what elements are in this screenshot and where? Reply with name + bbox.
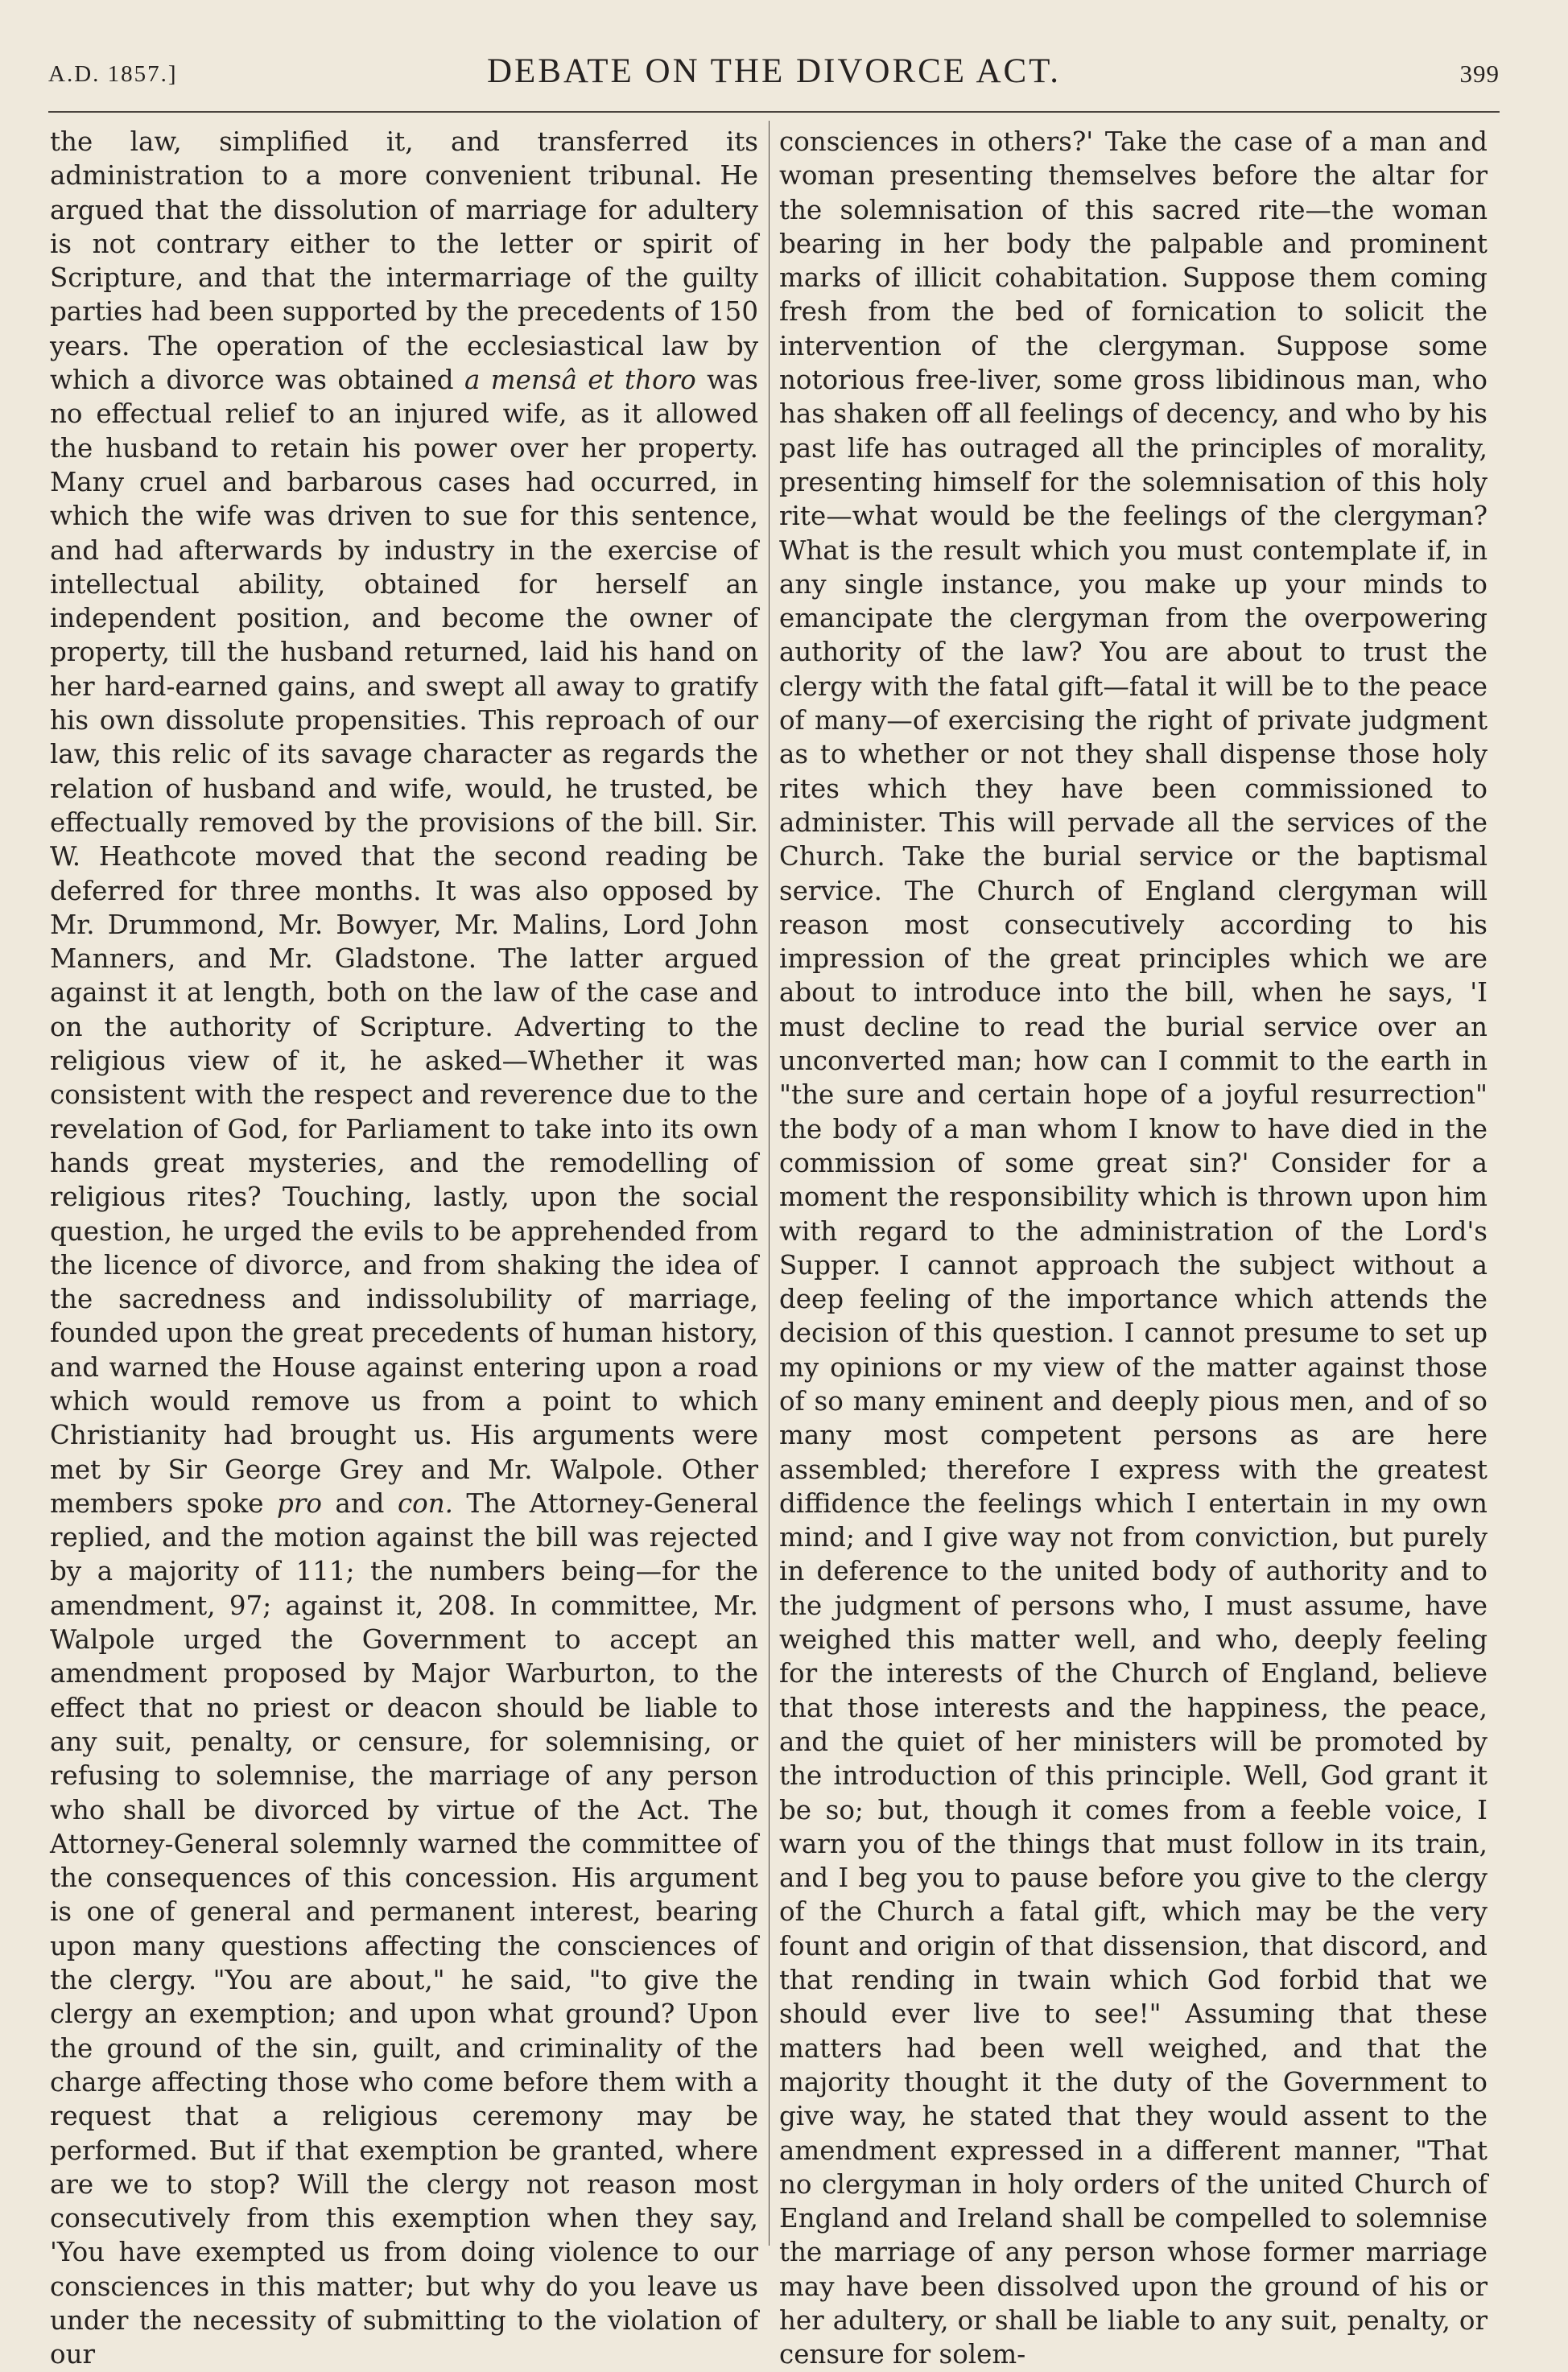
latin-phrase: pro [277, 1487, 322, 1519]
left-column [50, 125, 758, 2370]
running-head [48, 50, 1500, 95]
text-run: was no effectual relief to an injured wife, as it allowed the husband to retain his power over her property. Many cruel and barbarous cases had occurred, in which the wife was driven to sue for this sentence, and had afterwards by industry in the exercise of intellectual ability, obtained for herself an independent position, and become the owner of property, till the husband returned, laid his hand on her hard-earned gains, and swept all away to gratify his own dissolute propensities. This reproach of our law, this relic of its savage character as regards the relation of husband and wife, would, he trusted, be effectually removed by the provisions of the bill. Sir. W. Heathcote moved that the second reading be deferred for three months. It was also opposed by Mr. Drummond, Mr. Bowyer, Mr. Malins, Lord John Manners, and Mr. Gladstone. The latter argued against it at length, both on the law of the case and on the authority of Scripture. Adverting to the religious view of it, he asked—Whether it was consistent with the respect and reverence due to the revelation of God, for Parliament to take into its own hands great mysteries, and the remodelling of religious rites? Touching, lastly, upon the social question, he urged the evils to be apprehended from the licence of divorce, and from shaking the idea of the sacredness and indissolubility of marriage, founded upon the great precedents of human history, and warned the House against entering upon a road which would remove us from a point to which Christianity had brought us. His arguments were met by Sir George Grey and Mr. Walpole. Other members spoke [50, 365, 758, 1519]
header-rule [48, 111, 1500, 113]
text-run: and [321, 1487, 398, 1519]
text-run: the law, simplified it, and transferred its administration to a more convenient tribunal. He argued that the dissolution of marriage for adultery is not contrary either to the letter or spirit of Scripture, and that the intermarriage of the guilty parties had been supported by the precedents of 150 years. The operation of the ecclesiastical law by which a divorce was obtained [50, 126, 758, 396]
column-divider [769, 121, 770, 2246]
text-run: The Attorney-General replied, and the motion against the bill was rejected by a majority of 111; the numbers being—for the amendment, 97; against it, 208. In committee, Mr. Walpole urged the Government to accept an amendment proposed by Major Warburton, to the effect that no priest or deacon should be liable to any suit, penalty, or censure, for solemnising, or refusing to solemnise, the marriage of any person who shall be divorced by virtue of the Act. The Attorney-General solemnly warned the committee of the consequences of this concession. His argument is one of general and permanent interest, bearing upon many questions affecting the consciences of the clergy. "You are about," he said, "to give the clergy an exemption; and upon what ground? Upon the ground of the sin, guilt, and criminality of the charge affecting those who come before them with a request that a religious ceremony may be performed. But if that exemption be granted, where are we to stop? Will the clergy not reason most consecutively from this exemption when they say, 'You have exempted us from doing violence to our consciences in this matter; but why do you leave us under the necessity of submitting to the violation of our [50, 1487, 758, 2370]
header-title: DEBATE ON THE DIVORCE ACT. [486, 52, 1062, 90]
right-column-text: consciences in others?' Take the case of a man and woman presenting themselves before the altar for the solemnisation of this sacred rite—the woman bearing in her body the palpable and prominent marks of illicit cohabitation. Suppose them coming fresh from the bed of fornication to solicit the intervention of the clergyman. Suppose some notorious free-liver, some gross libidinous man, who has shaken off all feelings of decency, and who by his past life has outraged all the principles of morality, presenting himself for the solemnisation of this holy rite—what would be the feelings of the clergyman? What is the result which you must contemplate if, in any single instance, you make up your minds to emancipate the clergyman from the overpowering authority of the law? You are about to trust the clergy with the fatal gift—fatal it will be to the peace of many—of exercising the right of private judgment as to whether or not they shall dispense those holy rites which they have been commissioned to administer. This will pervade all the services of the Church. Take the burial service or the baptismal service. The Church of England clergyman will reason most consecutively according to his impression of the great principles which we are about to introduce into the bill, when he says, 'I must decline to read the burial service over an unconverted man; how can I commit to the earth in "the sure and certain hope of a joyful resurrection" the body of a man whom I know to have died in the commission of some great sin?' Consider for a moment the responsibility which is thrown upon him with regard to the administration of the Lord's Supper. I cannot approach the subject without a deep feeling of the importance which attends the decision of this question. I cannot presume to set up my opinions or my view of the matter against those of so many eminent and deeply pious men, and of so many most competent persons as are here assembled; therefore I express with the greatest diffidence the feelings which I entertain in my own mind; and I give way not from conviction, but purely in deference to the united body of authority and to the judgment of persons who, I must assume, have weighed this matter well, and who, deeply feeling for the interests of the Church of England, believe that those interests and the happiness, the peace, and the quiet of her ministers will be promoted by the introduction of this principle. Well, God grant it be so; but, though it comes from a feeble voice, I warn you of the things that must follow in its train, and I beg you to pause before you give to the clergy of the Church a fatal gift, which may be the very fount and origin of that dissension, that discord, and that rending in twain which God forbid that we should ever live to see!" Assuming that these matters had been well weighed, and that the majority thought it the duty of the Government to give way, he stated that they would assent to the amendment expressed in a different manner, "That no clergyman in holy orders of the united Church of England and Ireland shall be compelled to solemnise the marriage of any person whose former marriage may have been dissolved upon the ground of his or her adultery, or shall be liable to any suit, penalty, or censure for solem- [779, 126, 1488, 2370]
page-number: 399 [1459, 60, 1500, 88]
latin-phrase: con. [397, 1487, 453, 1519]
header-year: A.D. 1857.] [48, 61, 178, 87]
latin-phrase: a mensâ et thoro [464, 365, 696, 396]
right-column [779, 125, 1488, 2370]
left-column-text [50, 125, 758, 2372]
